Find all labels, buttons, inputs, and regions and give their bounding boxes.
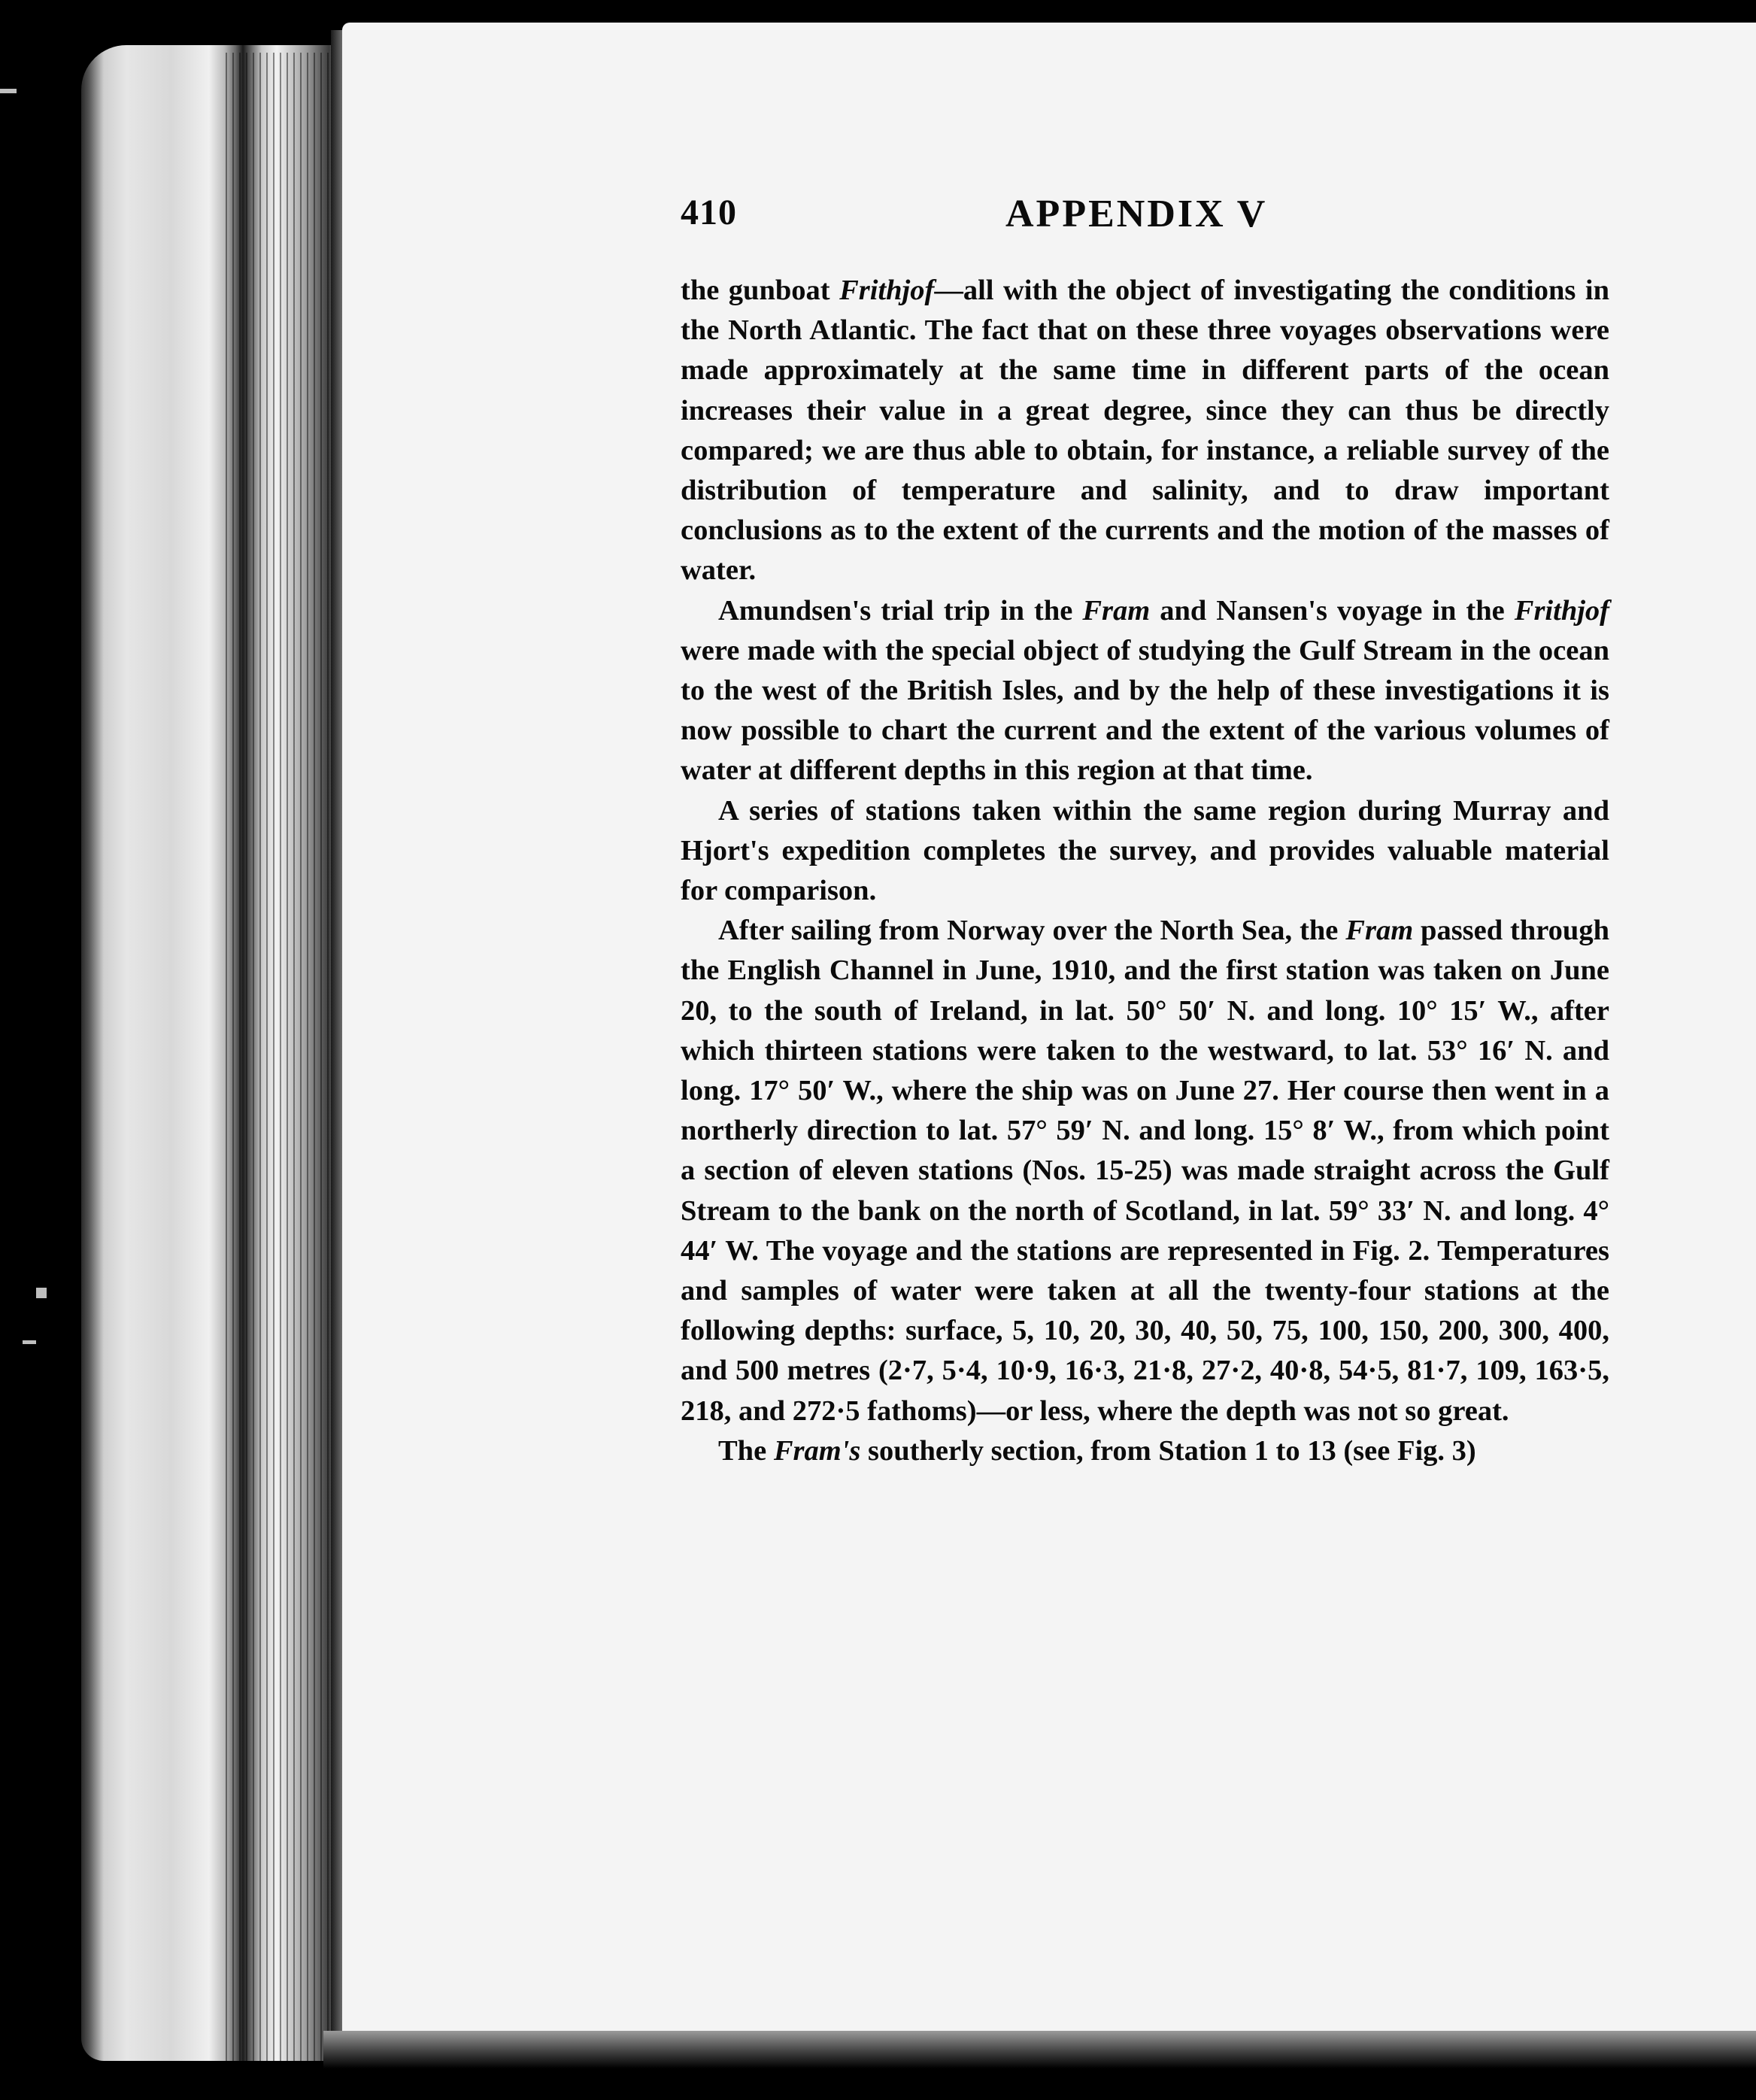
text-run: After sailing from Norway over the North Sea, the bbox=[718, 915, 1346, 947]
text-run: the gunboat bbox=[681, 275, 840, 306]
paragraph bbox=[681, 791, 1609, 912]
italic-text: Frithjof bbox=[839, 275, 935, 306]
italic-text: Fram's bbox=[773, 1434, 861, 1467]
running-head bbox=[681, 192, 1606, 244]
text-run: The bbox=[718, 1434, 774, 1467]
page-bottom-shadow bbox=[323, 2031, 1756, 2068]
text-run: southerly section, from Station 1 to 13 (see Fig. 3) bbox=[860, 1434, 1476, 1467]
italic-text: Fram bbox=[1082, 594, 1151, 627]
scan-speck bbox=[36, 1288, 47, 1298]
paragraph bbox=[681, 1431, 1609, 1471]
body-text bbox=[681, 271, 1609, 1471]
scan-speck bbox=[23, 1340, 36, 1344]
paragraph bbox=[681, 911, 1609, 1431]
paragraph bbox=[681, 591, 1609, 791]
running-title: APPENDIX V bbox=[1005, 193, 1268, 235]
italic-text: Frithjof bbox=[1514, 594, 1609, 627]
text-run: A series of stations taken within the same region during Murray and Hjort's expedition completes the survey, and provides valuable material for comparison. bbox=[681, 794, 1609, 907]
italic-text: Fram bbox=[1345, 915, 1414, 947]
text-run: and Nansen's voyage in the bbox=[1150, 594, 1515, 627]
text-run: Amundsen's trial trip in the bbox=[718, 594, 1083, 627]
text-run: were made with the special object of studying the Gulf Stream in the ocean to the west of the British Isles, and by the help of these investigations it is now possible to chart the current and the extent of the various volumes of water at different depths in this region at that time. bbox=[681, 634, 1609, 787]
scan-speck bbox=[0, 89, 17, 93]
page-number: 410 bbox=[681, 193, 737, 232]
text-run: —all with the object of investigating the conditions in the North Atlantic. The fact that on these three voyages observations were made approximately at the same time in different parts of the ocean increases their value in a great degree, since they can thus be directly compared; we are thus able to obtain, for instance, a reliable survey of the distribution of temperature and salinity, and to draw important conclusions as to the extent of the currents and the motion of the masses of water. bbox=[681, 275, 1609, 587]
text-run: passed through the English Channel in June, 1910, and the first station was taken on June 20, to the south of Ireland, in lat. 50° 50′ N. and long. 10° 15′ W., after which thirteen stations were taken to the westward, to lat. 53° 16′ N. and long. 17° 50′ W., where the ship was on June 27. Her course then went in a northerly direction to lat. 57° 59′ N. and long. 15° 8′ W., from which point a section of eleven stations (Nos. 15-25) was made straight across the Gulf Stream to the bank on the north of Scotland, in lat. 59° 33′ N. and long. 4° 44′ W. The voyage and the stations are represented in Fig. 2. Temperatures and samples of water were taken at all the twenty-four stations at the following depths: surface, 5, 10, 20, 30, 40, 50, 75, 100, 150, 200, 300, 400, and 500 metres (2·7, 5·4, 10·9, 16·3, 21·8, 27·2, 40·8, 54·5, 81·7, 109, 163·5, 218, and 272·5 fathoms)—or less, where the depth was not so great. bbox=[681, 915, 1609, 1427]
paragraph bbox=[681, 271, 1609, 591]
